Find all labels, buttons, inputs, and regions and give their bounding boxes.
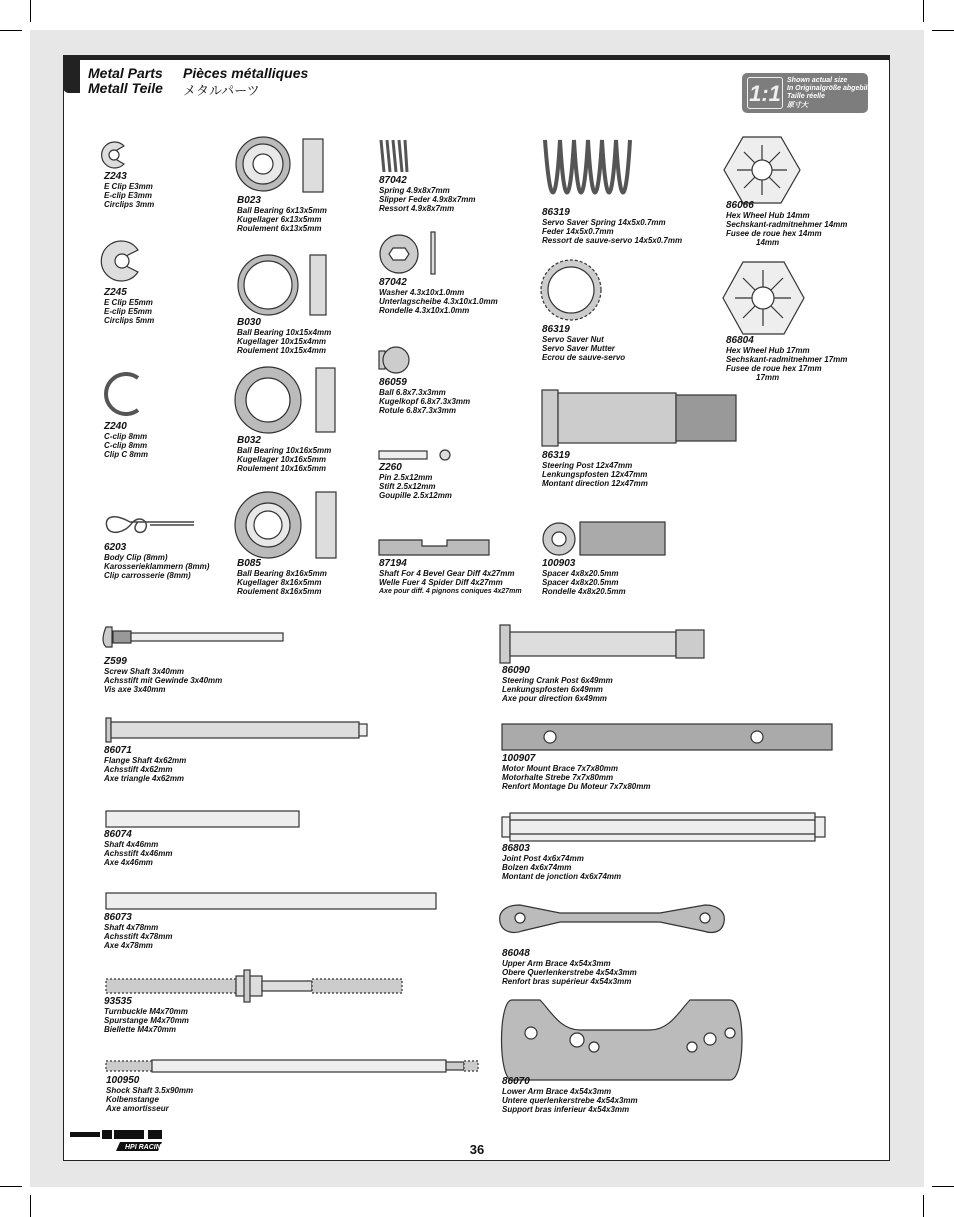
part-description: E Clip E3mm E-clip E3mm Circlips 3mm bbox=[104, 182, 155, 209]
title-en: Metal Parts bbox=[88, 65, 163, 81]
part-code: Z260 bbox=[379, 462, 402, 473]
part-description: Shaft 4x46mm Achsstift 4x46mm Axe 4x46mm bbox=[104, 840, 173, 867]
washer-icon bbox=[380, 232, 435, 274]
part-code: 86066 bbox=[726, 200, 754, 211]
diff-shaft-icon bbox=[379, 540, 489, 555]
part-code: B023 bbox=[237, 195, 261, 206]
part-description: C-clip 8mm C-clip 8mm Clip C 8mm bbox=[104, 432, 149, 459]
steering-crank-post-icon bbox=[500, 625, 704, 663]
e-clip-5mm-icon bbox=[101, 241, 138, 281]
badge-line: Taille réelle bbox=[787, 93, 825, 100]
joint-post-icon bbox=[502, 813, 825, 841]
scale-ratio: 1:1 bbox=[747, 77, 783, 109]
upper-arm-brace-icon bbox=[500, 905, 725, 932]
part-code: Z245 bbox=[104, 287, 127, 298]
part-code: 87042 bbox=[379, 175, 407, 186]
ball-bearing-6x13-icon bbox=[236, 137, 323, 192]
part-code: 93535 bbox=[104, 996, 132, 1007]
logo-text: HPI RACING bbox=[125, 1144, 166, 1151]
title-jp: メタルパーツ bbox=[183, 83, 260, 98]
shock-shaft-icon bbox=[106, 1060, 478, 1072]
body-clip-icon bbox=[106, 517, 194, 533]
part-description: Spring 4.9x8x7mm Slipper Feder 4.9x8x7mm Ressort 4.9x8x7mm bbox=[379, 186, 476, 213]
lower-arm-brace-icon bbox=[502, 1000, 743, 1080]
part-code: 86070 bbox=[502, 1076, 530, 1087]
part-description: Ball Bearing 8x16x5mm Kugellager 8x16x5mm Roulement 8x16x5mm bbox=[237, 569, 327, 596]
part-code: Z599 bbox=[104, 656, 127, 667]
part-code: 100950 bbox=[106, 1075, 140, 1086]
part-code: 87042 bbox=[379, 277, 407, 288]
part-description: E Clip E5mm E-clip E5mm Circlips 5mm bbox=[104, 298, 155, 325]
part-code: B032 bbox=[237, 435, 261, 446]
motor-mount-brace-icon bbox=[502, 724, 832, 750]
ball-bearing-10x16-icon bbox=[235, 367, 335, 433]
ball-bearing-8x16-icon bbox=[235, 492, 336, 558]
title-de: Metall Teile bbox=[88, 80, 163, 96]
part-code: 86074 bbox=[104, 829, 132, 840]
part-description: Ball Bearing 6x13x5mm Kugellager 6x13x5mm Roulement 6x13x5mm bbox=[237, 206, 327, 233]
shaft-46mm-icon bbox=[106, 811, 299, 827]
part-code: Z243 bbox=[104, 171, 127, 182]
part-description: Ball 6.8x7.3x3mm Kugelkopf 6.8x7.3x3mm Rotule 6.8x7.3x3mm bbox=[379, 388, 471, 415]
part-code: 100903 bbox=[542, 558, 576, 569]
badge-line: In Originalgröße abgebildet bbox=[787, 85, 879, 92]
pin-icon bbox=[379, 450, 450, 460]
part-description: Hex Wheel Hub 17mm Sechskant-radmitnehmer 17mm Fusee de roue hex 17mm 17mm bbox=[726, 346, 848, 382]
part-code: 86090 bbox=[502, 665, 530, 676]
part-description: Motor Mount Brace 7x7x80mm Motorhalte Strebe 7x7x80mm Renfort Montage Du Moteur 7x7x80mm bbox=[502, 764, 651, 791]
hex-wheel-hub-17mm-icon bbox=[723, 262, 804, 334]
ball-icon bbox=[379, 347, 409, 373]
part-description: Lower Arm Brace 4x54x3mm Untere querlenkerstrebe 4x54x3mm Support bras inferieur 4x54x3mm bbox=[502, 1087, 638, 1114]
c-clip-8mm-icon bbox=[106, 374, 138, 414]
shaft-78mm-icon bbox=[106, 893, 436, 909]
part-code: 86319 bbox=[542, 324, 570, 335]
part-code: 86073 bbox=[104, 912, 132, 923]
part-description: Shock Shaft 3.5x90mm Kolbenstange Axe amortisseur bbox=[106, 1086, 194, 1113]
part-description: Steering Post 12x47mm Lenkungspfosten 12x47mm Montant direction 12x47mm bbox=[542, 461, 648, 488]
spacer-icon bbox=[543, 522, 665, 555]
slipper-spring-icon bbox=[381, 140, 407, 172]
screw-shaft-icon bbox=[103, 627, 283, 647]
title-fr: Pièces métalliques bbox=[183, 65, 309, 81]
part-description: Ball Bearing 10x16x5mm Kugellager 10x16x5mm Roulement 10x16x5mm bbox=[237, 446, 332, 473]
part-description: Servo Saver Spring 14x5x0.7mm Feder 14x5x0.7mm Ressort de sauve-servo 14x5x0.7mm bbox=[542, 218, 683, 245]
part-code: 86059 bbox=[379, 377, 407, 388]
part-code: Z240 bbox=[104, 421, 127, 432]
badge-line: Shown actual size bbox=[787, 77, 848, 84]
part-description: Steering Crank Post 6x49mm Lenkungspfosten 6x49mm Axe pour direction 6x49mm bbox=[502, 676, 613, 703]
part-description: Screw Shaft 3x40mm Achsstift mit Gewinde 3x40mm Vis axe 3x40mm bbox=[104, 667, 223, 694]
steering-post-icon bbox=[542, 390, 736, 446]
part-description: Upper Arm Brace 4x54x3mm Obere Querlenkerstrebe 4x54x3mm Renfort bras supérieur 4x54x3mm bbox=[502, 959, 637, 986]
part-code: 86048 bbox=[502, 948, 530, 959]
part-description: Shaft For 4 Bevel Gear Diff 4x27mm Welle Fuer 4 Spider Diff 4x27mm Axe pour diff. 4 pignons coniques 4x27mm bbox=[379, 569, 522, 595]
part-description: Spacer 4x8x20.5mm Spacer 4x8x20.5mm Rondelle 4x8x20.5mm bbox=[542, 569, 626, 596]
e-clip-3mm-icon bbox=[102, 142, 124, 168]
part-description: Turnbuckle M4x70mm Spurstange M4x70mm Biellette M4x70mm bbox=[104, 1007, 189, 1034]
part-description: Washer 4.3x10x1.0mm Unterlagscheibe 4.3x10x1.0mm Rondelle 4.3x10x1.0mm bbox=[379, 288, 498, 315]
part-code: 86319 bbox=[542, 450, 570, 461]
part-code: 87194 bbox=[379, 558, 407, 569]
part-code: 86071 bbox=[104, 745, 132, 756]
part-description: Hex Wheel Hub 14mm Sechskant-radmitnehmer 14mm Fusee de roue hex 14mm 14mm bbox=[726, 211, 848, 247]
turnbuckle-icon bbox=[106, 970, 402, 1002]
part-description: Shaft 4x78mm Achsstift 4x78mm Axe 4x78mm bbox=[104, 923, 173, 950]
part-description: Servo Saver Nut Servo Saver Mutter Ecrou de sauve-servo bbox=[542, 335, 626, 362]
part-description: Pin 2.5x12mm Stift 2.5x12mm Goupille 2.5x12mm bbox=[379, 473, 452, 500]
hex-wheel-hub-14mm-icon bbox=[724, 137, 800, 203]
part-description: Flange Shaft 4x62mm Achsstift 4x62mm Axe triangle 4x62mm bbox=[104, 756, 187, 783]
badge-line: 原寸大 bbox=[787, 102, 808, 109]
part-code: 86319 bbox=[542, 207, 570, 218]
part-description: Ball Bearing 10x15x4mm Kugellager 10x15x4mm Roulement 10x15x4mm bbox=[237, 328, 332, 355]
part-code: B085 bbox=[237, 558, 261, 569]
part-description: Joint Post 4x6x74mm Bolzen 4x6x74mm Montant de jonction 4x6x74mm bbox=[502, 854, 622, 881]
part-description: Body Clip (8mm) Karosserieklammern (8mm) Clip carrosserie (8mm) bbox=[104, 553, 210, 580]
part-code: 86803 bbox=[502, 843, 530, 854]
hpi-racing-logo bbox=[70, 1130, 166, 1152]
part-code: 86804 bbox=[726, 335, 754, 346]
servo-saver-spring-icon bbox=[545, 140, 630, 193]
part-code: 100907 bbox=[502, 753, 536, 764]
part-code: B030 bbox=[237, 317, 261, 328]
ball-bearing-10x15-icon bbox=[238, 255, 326, 315]
page-number: 36 bbox=[469, 1142, 485, 1157]
part-code: 6203 bbox=[104, 542, 127, 553]
flange-shaft-icon bbox=[106, 718, 367, 742]
servo-saver-nut-icon bbox=[541, 260, 601, 320]
